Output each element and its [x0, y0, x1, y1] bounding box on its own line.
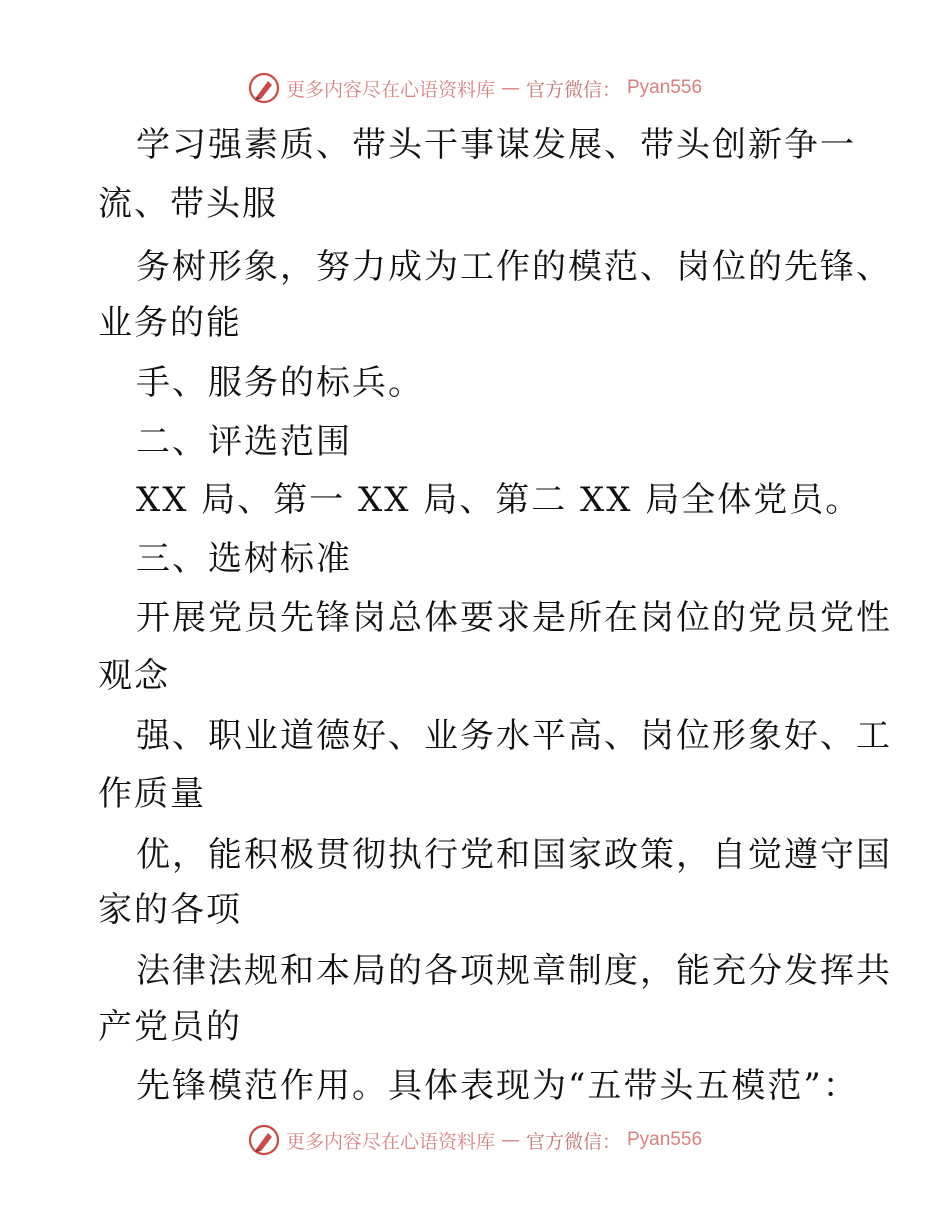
watermark-main-text: 更多内容尽在心语资料库	[285, 78, 495, 101]
header-watermark	[0, 72, 950, 104]
watermark-separator: —	[500, 1129, 520, 1151]
watermark-separator: —	[500, 77, 520, 99]
footer-watermark	[0, 1124, 950, 1156]
body-line: 流、带头服	[98, 184, 278, 224]
body-line: 产党员的	[98, 1007, 242, 1047]
body-line: 观念	[98, 656, 170, 696]
body-line: 先锋模范作用。具体表现为“五带头五模范”：	[136, 1066, 859, 1106]
body-line: 业务的能	[98, 303, 242, 343]
watermark-wechat-label: 官方微信：	[525, 78, 621, 101]
watermark-wechat-id: Pyan556	[627, 1129, 703, 1150]
watermark-wechat-label: 官方微信：	[525, 1130, 621, 1153]
body-line: 手、服务的标兵。	[136, 363, 424, 403]
watermark-wechat-id: Pyan556	[627, 77, 703, 98]
body-line: 强、职业道德好、业务水平高、岗位形象好、工	[136, 716, 892, 756]
body-line: 优，能积极贯彻执行党和国家政策，自觉遵守国	[136, 835, 892, 875]
watermark-main-text: 更多内容尽在心语资料库	[285, 1130, 495, 1153]
pen-nib-logo-icon	[248, 1124, 280, 1156]
section-heading: 二、评选范围	[136, 422, 352, 462]
body-line: 开展党员先锋岗总体要求是所在岗位的党员党性	[136, 598, 892, 638]
body-line: 学习强素质、带头干事谋发展、带头创新争一	[136, 125, 856, 165]
pen-nib-logo-icon	[248, 72, 280, 104]
body-line: XX 局、第一 XX 局、第二 XX 局全体党员。	[136, 480, 862, 520]
body-line: 务树形象，努力成为工作的模范、岗位的先锋、	[136, 247, 892, 287]
section-heading: 三、选树标准	[136, 539, 352, 579]
body-line: 家的各项	[98, 890, 242, 930]
body-line: 法律法规和本局的各项规章制度，能充分发挥共	[136, 951, 892, 991]
body-line: 作质量	[98, 774, 206, 814]
